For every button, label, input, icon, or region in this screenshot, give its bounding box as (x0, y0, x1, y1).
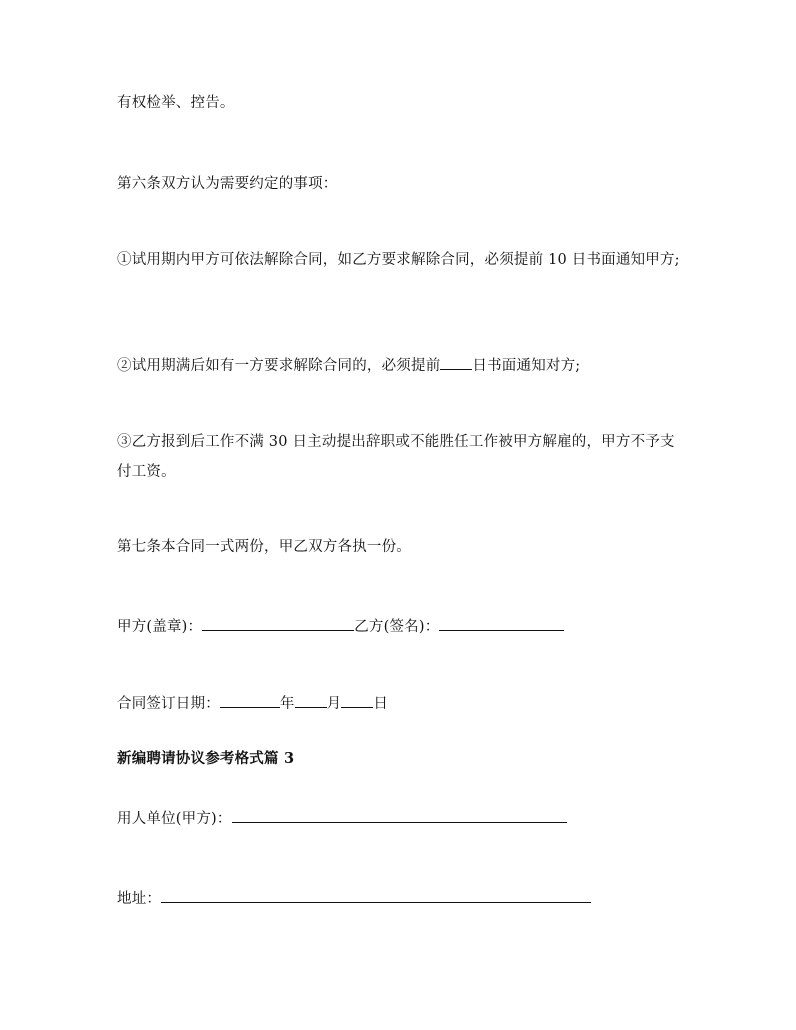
clause-2 (117, 355, 580, 376)
employer-label: 用人单位(甲方)： (117, 811, 232, 827)
party-a-label: 甲方(盖章)： (117, 619, 203, 635)
year-label: 年 (279, 696, 295, 712)
clause-2-text-after: 日书面通知对方; (472, 358, 581, 374)
date-label: 合同签订日期： (117, 696, 220, 712)
day-label: 日 (373, 696, 389, 712)
party-b-label: 乙方(签名)： (354, 619, 440, 635)
clause-3: ③乙方报到后工作不满 30 日主动提出辞职或不能胜任工作被甲方解雇的，甲方不予支付工资。 (117, 434, 675, 480)
year-blank (220, 693, 280, 708)
section-heading: 新编聘请协议参考格式篇 3 (117, 750, 295, 767)
address-label: 地址： (117, 891, 162, 907)
signature-line (117, 616, 564, 637)
month-label: 月 (326, 696, 342, 712)
clause-1: ①试用期内甲方可依法解除合同，如乙方要求解除合同，必须提前 10 日书面通知甲方; (117, 252, 680, 268)
address-blank (161, 888, 591, 903)
signing-date-line (117, 693, 388, 714)
notice-days-blank (440, 355, 472, 370)
party-a-blank (202, 616, 354, 631)
address-line (117, 888, 591, 909)
article-six-heading: 第六条双方认为需要约定的事项： (117, 176, 338, 192)
employer-line (117, 808, 567, 829)
clause-2-text-before: ②试用期满后如有一方要求解除合同的，必须提前 (117, 358, 441, 374)
party-b-blank (439, 616, 564, 631)
article-seven: 第七条本合同一式两份，甲乙双方各执一份。 (117, 539, 411, 555)
employer-blank (232, 808, 567, 823)
month-blank (295, 693, 327, 708)
day-blank (341, 693, 373, 708)
paragraph-report-right: 有权检举、控告。 (117, 95, 235, 111)
